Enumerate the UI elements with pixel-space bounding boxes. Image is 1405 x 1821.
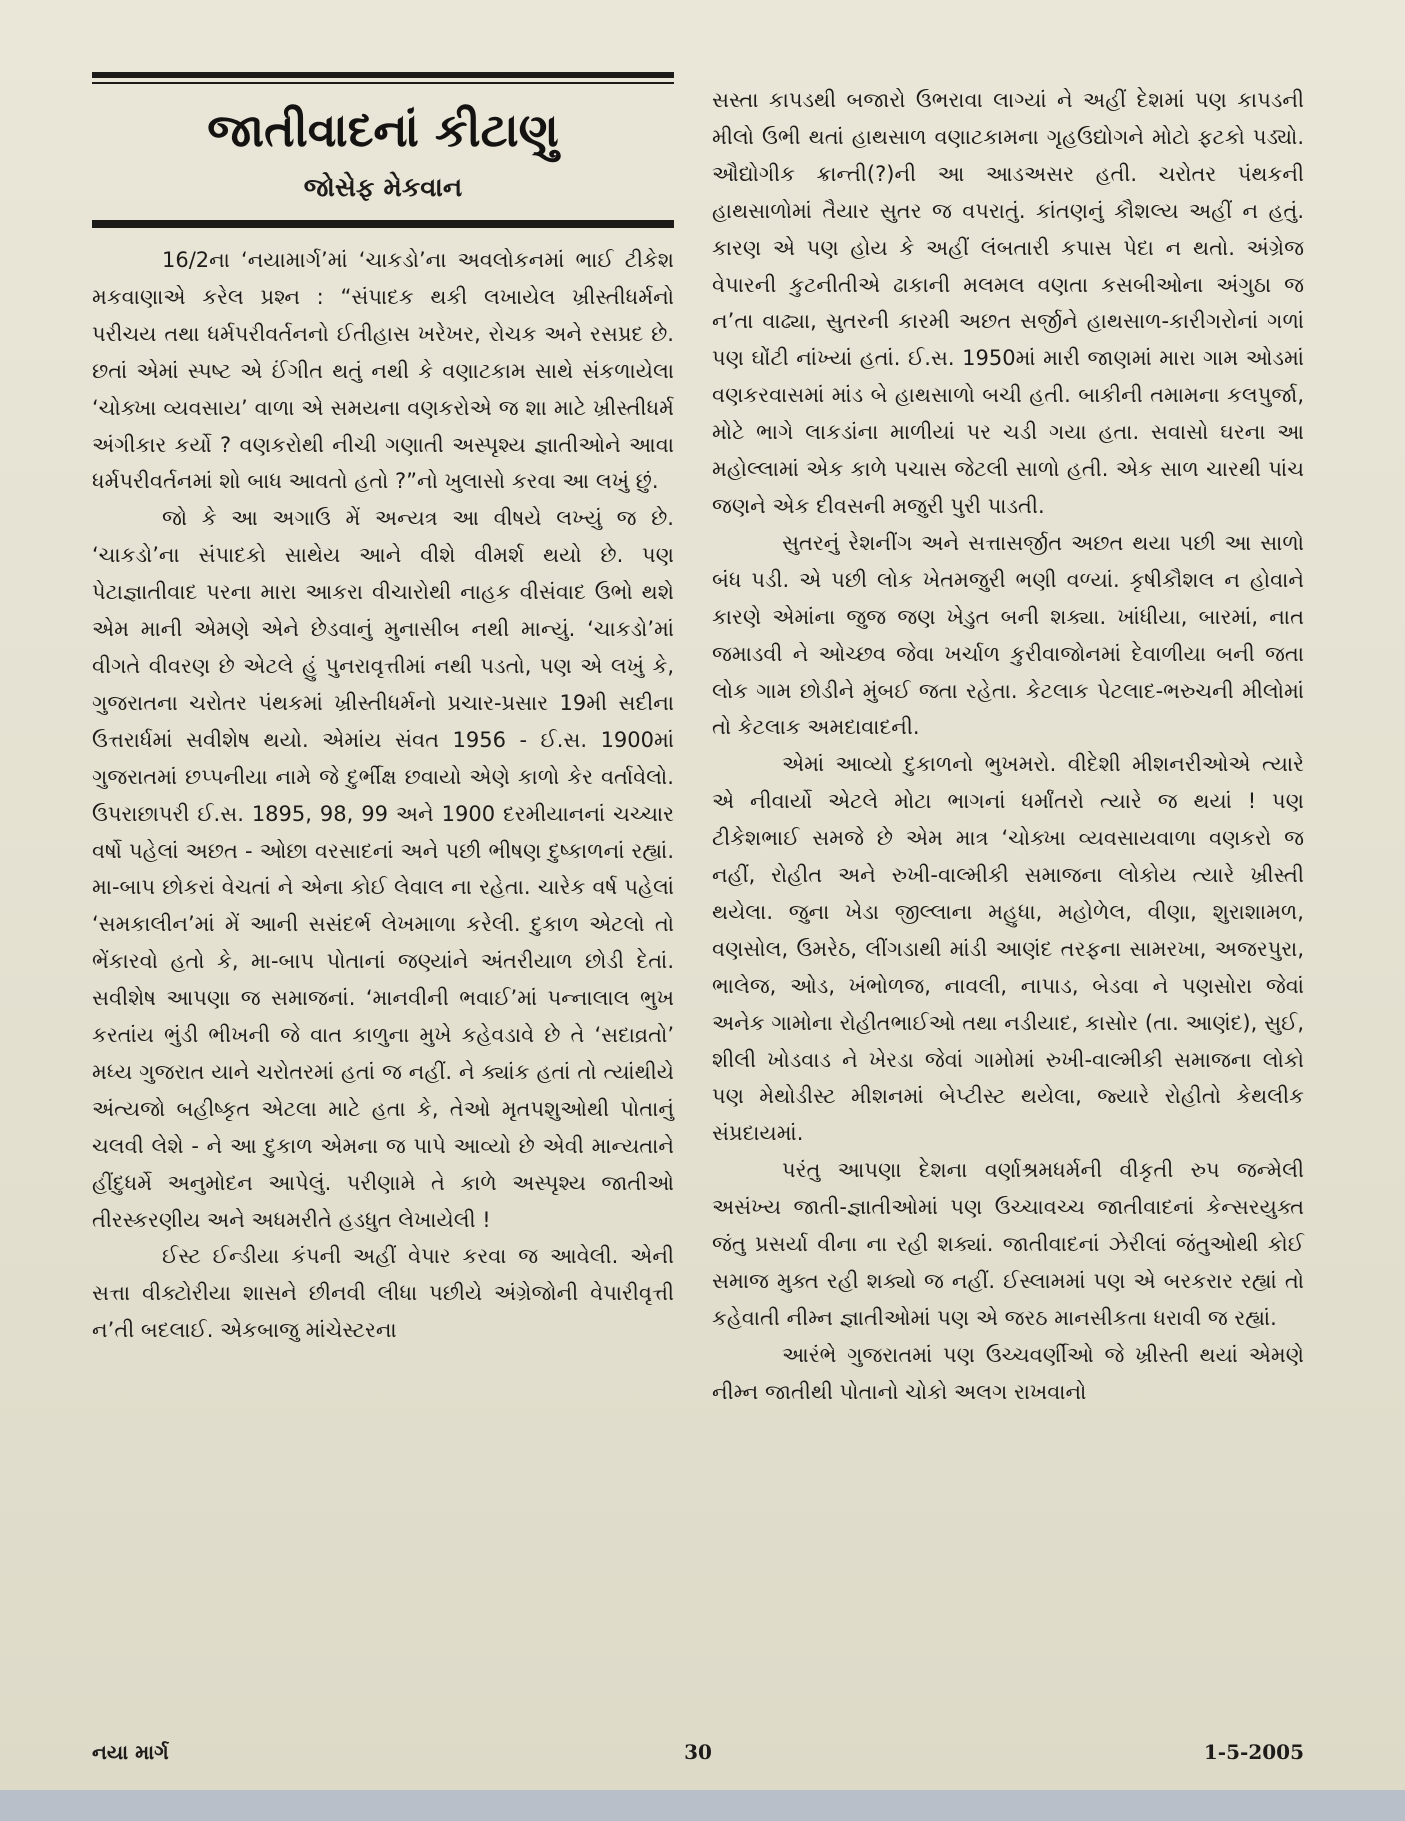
page-footer — [92, 1740, 1304, 1770]
title-top-rule — [92, 72, 674, 78]
publication-name: નયા માર્ગ — [92, 1740, 169, 1764]
paragraph-6: એમાં આવ્યો દુકાળનો ભુખમરો. વીદેશી મીશનરીઓએ ત્યારે એ નીવાર્યો એટલે મોટા ભાગનાં ધર્માંતરો ત્યારે જ થયાં ! પણ ટીકેશભાઈ સમજે છે એમ માત્ર ‘ચોક્ખા વ્યવસાયવાળા વણકરો જ નહીં, રોહીત અને રુખી-વાલ્મીકી સમાજના લોકોય ત્યારે ખ્રીસ્તી થયેલા. જુના ખેડા જીલ્લાના મહુધા, મહોળેલ, વીણા, શુરાશામળ, વણસોલ, ઉમરેઠ, લીંગડાથી માંડી આણંદ તરફના સામરખા, અજરપુરા, ભાલેજ, ઓડ, ખંભોળજ, નાવલી, નાપાડ, બેડવા ને પણસોરા જેવાં અનેક ગામોના રોહીતભાઈઓ તથા નડીયાદ, કાસોર (તા. આણંદ), સુઈ, શીલી ખોડવાડ ને ખેરડા જેવાં ગામોમાં રુખી-વાલ્મીકી સમાજના લોકો પણ મેથોડીસ્ટ મીશનમાં બેપ્ટીસ્ટ થયેલા, જ્યારે રોહીતો કેથલીક સંપ્રદાયમાં. — [712, 752, 1304, 1146]
paragraph-3: ઈસ્ટ ઈન્ડીયા કંપની અહીં વેપાર કરવા જ આવેલી. એની સત્તા વીક્ટોરીયા શાસને છીનવી લીધા પછીયે અંગ્રેજોની વેપારીવૃત્તી ન’તી બદલાઈ. એકબાજુ માંચેસ્ટરના — [92, 1244, 674, 1343]
right-column — [712, 72, 1304, 1411]
paragraph-2: જો કે આ અગાઉ મેં અન્યત્ર આ વીષયે લખ્યું જ છે. ‘ચાકડો’ના સંપાદકો સાથેય આને વીશે વીમર્શ થયો છે. પણ પેટાજ્ઞાતીવાદ પરના મારા આકરા વીચારોથી નાહક વીસંવાદ ઉભો થશે એમ માની એમણે એને છેડવાનું મુનાસીબ નથી માન્યું. ‘ચાકડો’માં વીગતે વીવરણ છે એટલે હું પુનરાવૃત્તીમાં નથી પડતો, પણ એ લખું કે, ગુજરાતના ચરોતર પંથકમાં ખ્રીસ્તીધર્મનો પ્રચાર-પ્રસાર 19મી સદીના ઉત્તરાર્ધમાં સવીશેષ થયો. એમાંય સંવત 1956 - ઈ.સ. 1900માં ગુજરાતમાં છપ્પનીયા નામે જે દુર્ભીક્ષ છવાયો એણે કાળો કેર વર્તાવેલો. ઉપરાછાપરી ઈ.સ. 1895, 98, 99 અને 1900 દરમીયાનનાં ચચ્ચાર વર્ષો પહેલાં અછત - ઓછા વરસાદનાં અને પછી ભીષણ દુષ્કાળનાં રહ્યાં. મા-બાપ છોકરાં વેચતાં ને એના કોઈ લેવાલ ના રહેતા. ચારેક વર્ષ પહેલાં ‘સમકાલીન’માં મેં આની સસંદર્ભ લેખમાળા કરેલી. દુકાળ એટલો તો ભેંકારવો હતો કે, મા-બાપ પોતાનાં જણ્યાંને અંતરીયાળ છોડી દેતાં. સવીશેષ આપણા જ સમાજનાં. ‘માનવીની ભવાઈ’માં પન્નાલાલ ભુખ કરતાંય ભુંડી ભીખની જે વાત કાળુના મુખે કહેવડાવે છે તે ‘સદાવ્રતો’ મધ્ય ગુજરાત યાને ચરોતરમાં હતાં જ નહીં. ને ક્યાંક હતાં તો ત્યાંથીયે અંત્યજો બહીષ્કૃત એટલા માટે હતા કે, તેઓ મૃતપશુઓથી પોતાનું ચલવી લેશે - ને આ દુકાળ એમના જ પાપે આવ્યો છે એવી માન્યતાને હીંદુધર્મે અનુમોદન આપેલું. પરીણામે તે કાળે અસ્પૃશ્ય જાતીઓ તીરસ્કરણીય અને અધમરીતે હડધુત લેખાયેલી ! — [92, 506, 674, 1232]
paragraph-7: પરંતુ આપણા દેશના વર્ણાશ્રમધર્મની વીકૃતી રુપ જન્મેલી અસંખ્ય જાતી-જ્ઞાતીઓમાં પણ ઉચ્ચાવચ્ચ જાતીવાદનાં કેન્સરયુક્ત જંતુ પ્રસર્યા વીના ના રહી શક્યાં. જાતીવાદનાં ઝેરીલાં જંતુઓથી કોઈ સમાજ મુક્ત રહી શક્યો જ નહીં. ઈસ્લામમાં પણ એ બરકરાર રહ્યાં તો કહેવાતી નીમ્ન જ્ઞાતીઓમાં પણ એ જરઠ માનસીકતા ધરાવી જ રહ્યાં. — [712, 1158, 1304, 1330]
article-author: જોસેફ મેકવાન — [303, 173, 463, 203]
paragraph-5: સુતરનું રેશનીંગ અને સત્તાસર્જીત અછત થયા પછી આ સાળો બંધ પડી. એ પછી લોક ખેતમજુરી ભણી વળ્યાં. કૃષીકૌશલ ન હોવાને કારણે એમાંના જુજ જણ ખેડુત બની શક્યા. ખાંધીયા, બારમાં, નાત જમાડવી ને ઓચ્છવ જેવા ખર્ચાળ કુરીવાજોનમાં દેવાળીયા બની જતા લોક ગામ છોડીને મુંબઈ જતા રહેતા. કેટલાક પેટલાદ-ભરુચની મીલોમાં તો કેટલાક અમદાવાદની. — [712, 530, 1304, 740]
paragraph-8: આરંભે ગુજરાતમાં પણ ઉચ્ચવર્ણીઓ જે ખ્રીસ્તી થયાં એમણે નીમ્ન જાતીથી પોતાનો ચોકો અલગ રાખવાનો — [712, 1342, 1304, 1404]
title-top-rule-thin — [92, 82, 674, 84]
page-number: 30 — [684, 1740, 712, 1764]
title-bottom-rule — [92, 222, 674, 228]
left-column — [92, 72, 674, 1349]
paragraph-1: 16/2ના ‘નયામાર્ગ’માં ‘ચાકડો’ના અવલોકનમાં ભાઈ ટીકેશ મકવાણાએ કરેલ પ્રશ્ન : “સંપાદક થકી લખાયેલ ખ્રીસ્તીધર્મનો પરીચય તથા ધર્મપરીવર્તનનો ઈતીહાસ ખરેખર, રોચક અને રસપ્રદ છે. છતાં એમાં સ્પષ્ટ એ ઈંગીત થતું નથી કે વણાટકામ સાથે સંકળાયેલા ‘ચોક્ખા વ્યવસાય’ વાળા એ સમયના વણકરોએ જ શા માટે ખ્રીસ્તીધર્મ અંગીકાર કર્યો ? વણકરોથી નીચી ગણાતી અસ્પૃશ્ય જ્ઞાતીઓને આવા ધર્મપરીવર્તનમાં શો બાધ આવતો હતો ?”નો ખુલાસો કરવા આ લખું છું. — [92, 248, 674, 494]
issue-date: 1-5-2005 — [1203, 1740, 1304, 1764]
scan-edge — [0, 1790, 1405, 1821]
paragraph-4: સસ્તા કાપડથી બજારો ઉભરાવા લાગ્યાં ને અહીં દેશમાં પણ કાપડની મીલો ઉભી થતાં હાથસાળ વણાટકામના ગૃહઉદ્યોગને મોટો ફટકો પડ્યો. ઔદ્યોગીક ક્રાન્તી(?)ની આ આડઅસર હતી. ચરોતર પંથકની હાથસાળોમાં તૈયાર સુતર જ વપરાતું. કાંતણનું કૌશલ્ય અહીં ન હતું. કારણ એ પણ હોય કે અહીં લંબતારી કપાસ પેદા ન થતો. અંગ્રેજ વેપારની કુટનીતીએ ઢાકાની મલમલ વણતા કસબીઓના અંગુઠા જ ન’તા વાઢ્યા, સુતરની કારમી અછત સર્જીને હાથસાળ-કારીગરોનાં ગળાં પણ ઘોંટી નાંખ્યાં હતાં. ઈ.સ. 1950માં મારી જાણમાં મારા ગામ ઓડમાં વણકરવાસમાં માંડ બે હાથસાળો બચી હતી. બાકીની તમામના કલપુર્જા, મોટે ભાગે લાકડાંના માળીયાં પર ચડી ગયા હતા. સવાસો ઘરના આ મહોલ્લામાં એક કાળે પચાસ જેટલી સાળો હતી. એક સાળ ચારથી પાંચ જણને એક દીવસની મજુરી પુરી પાડતી. — [712, 88, 1304, 518]
article-title: જાતીવાદનાં કીટાણુ — [207, 103, 559, 157]
